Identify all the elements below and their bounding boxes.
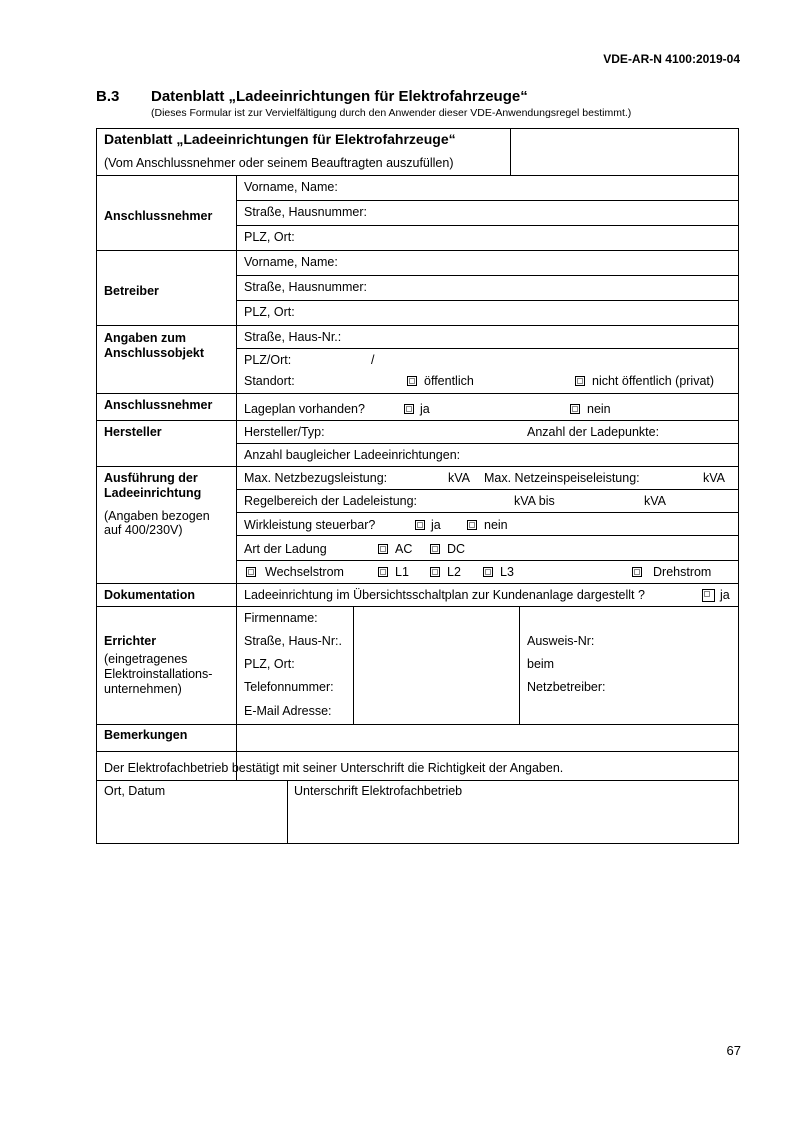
form-title: Datenblatt „Ladeeinrichtungen für Elektrofahrzeuge“ <box>104 131 456 147</box>
lageplan-question: Lageplan vorhanden? <box>244 402 365 416</box>
standort-label: Standort: <box>244 374 295 388</box>
row-divider <box>96 780 739 781</box>
errichter-zip-field[interactable]: PLZ, Ort: <box>244 657 295 671</box>
netzbezug-field[interactable]: Max. Netzbezugsleistung: <box>244 471 388 485</box>
column-divider <box>236 175 237 780</box>
wechselstrom-label: Wechselstrom <box>265 565 344 579</box>
row-divider <box>236 512 739 513</box>
ort-datum-field[interactable]: Ort, Datum <box>104 784 166 798</box>
column-divider <box>287 780 288 843</box>
ausfuehrung-label-line2: Ladeeinrichtung <box>104 486 202 500</box>
errichter-label: Errichter <box>104 634 157 648</box>
confirmation-statement: Der Elektrofachbetrieb bestätigt mit seiner Unterschrift die Richtigkeit der Angaben. <box>104 761 564 775</box>
row-divider <box>96 393 739 394</box>
section-subtitle: (Dieses Formular ist zur Vervielfältigung durch den Anwender dieser VDE-Anwendungsregel bestimmt.) <box>151 107 632 119</box>
lageplan-ja-label: ja <box>420 402 430 416</box>
nicht-oeffentlich-label: nicht öffentlich (privat) <box>592 374 715 388</box>
errichter-note-line1: (eingetragenes <box>104 652 188 666</box>
row-divider <box>96 250 739 251</box>
regelbereich-field[interactable]: Regelbereich der Ladeleistung: <box>244 494 418 508</box>
l3-label: L3 <box>500 565 514 579</box>
anschlussnehmer-street-field[interactable]: Straße, Hausnummer: <box>244 205 367 219</box>
row-divider <box>236 225 739 226</box>
netzbetreiber-label: Netzbetreiber: <box>527 680 606 694</box>
l2-label: L2 <box>447 565 461 579</box>
bemerkungen-label: Bemerkungen <box>104 728 188 742</box>
row-divider <box>236 300 739 301</box>
email-field[interactable]: E-Mail Adresse: <box>244 704 332 718</box>
oeffentlich-label: öffentlich <box>424 374 474 388</box>
row-divider <box>236 348 739 349</box>
einspeise-unit: kVA <box>703 471 725 485</box>
anschlussobjekt-label-line1: Angaben zum <box>104 331 186 345</box>
row-divider <box>236 489 739 490</box>
betreiber-street-field[interactable]: Straße, Hausnummer: <box>244 280 367 294</box>
section-title: Datenblatt „Ladeeinrichtungen für Elektrofahrzeuge“ <box>151 88 528 105</box>
row-divider <box>96 583 739 584</box>
dokumentation-question: Ladeeinrichtung im Übersichtsschaltplan zur Kundenanlage dargestellt ? <box>244 588 645 602</box>
telefon-field[interactable]: Telefonnummer: <box>244 680 334 694</box>
nicht-oeffentlich-checkbox[interactable] <box>575 376 585 386</box>
datasheet-form <box>96 128 739 844</box>
anschlussnehmer-label: Anschlussnehmer <box>104 209 213 223</box>
errichter-note-line3: unternehmen) <box>104 682 182 696</box>
wirkleistung-nein-checkbox[interactable] <box>467 520 477 530</box>
dokumentation-ja-label: ja <box>720 588 730 602</box>
l1-checkbox[interactable] <box>378 567 388 577</box>
regelbereich-unit: kVA <box>644 494 666 508</box>
netzbezug-unit: kVA <box>448 471 470 485</box>
lageplan-section-label: Anschlussnehmer <box>104 398 213 412</box>
anschlussobjekt-zip-field[interactable]: PLZ/Ort: <box>244 353 292 367</box>
row-divider <box>96 606 739 607</box>
drehstrom-checkbox[interactable] <box>632 567 642 577</box>
ausfuehrung-label-line1: Ausführung der <box>104 471 198 485</box>
row-divider <box>96 420 739 421</box>
wechselstrom-checkbox[interactable] <box>246 567 256 577</box>
form-title-subtext: (Vom Anschlussnehmer oder seinem Beauftragten auszufüllen) <box>104 156 454 170</box>
ausweis-nr-field[interactable]: Ausweis-Nr: <box>527 634 595 648</box>
oeffentlich-checkbox[interactable] <box>407 376 417 386</box>
beim-label: beim <box>527 657 555 671</box>
wirkleistung-nein-label: nein <box>484 518 508 532</box>
dc-label: DC <box>447 542 466 556</box>
ac-checkbox[interactable] <box>378 544 388 554</box>
row-divider <box>96 724 739 725</box>
lageplan-ja-checkbox[interactable] <box>404 404 414 414</box>
l2-checkbox[interactable] <box>430 567 440 577</box>
dokumentation-label: Dokumentation <box>104 588 195 602</box>
zip-city-separator: / <box>371 353 375 367</box>
table-border-bottom <box>96 843 739 844</box>
l1-label: L1 <box>395 565 409 579</box>
betreiber-zip-field[interactable]: PLZ, Ort: <box>244 305 295 319</box>
wirkleistung-ja-checkbox[interactable] <box>415 520 425 530</box>
anschlussnehmer-zip-field[interactable]: PLZ, Ort: <box>244 230 295 244</box>
anschlussobjekt-label-line2: Anschlussobjekt <box>104 346 205 360</box>
row-divider <box>236 535 739 536</box>
row-divider <box>236 275 739 276</box>
regelbereich-bis: kVA bis <box>514 494 555 508</box>
drehstrom-label: Drehstrom <box>653 565 712 579</box>
betreiber-name-field[interactable]: Vorname, Name: <box>244 255 338 269</box>
column-divider <box>519 606 520 724</box>
lageplan-nein-label: nein <box>587 402 611 416</box>
art-der-ladung-label: Art der Ladung <box>244 542 327 556</box>
row-divider <box>236 443 739 444</box>
signature-field[interactable]: Unterschrift Elektrofachbetrieb <box>294 784 463 798</box>
row-divider <box>96 751 739 752</box>
ausfuehrung-note-line1: (Angaben bezogen <box>104 509 210 523</box>
hersteller-typ-field[interactable]: Hersteller/Typ: <box>244 425 325 439</box>
betreiber-label: Betreiber <box>104 284 159 298</box>
baugleich-field[interactable]: Anzahl baugleicher Ladeeinrichtungen: <box>244 448 461 462</box>
row-divider <box>236 200 739 201</box>
errichter-street-field[interactable]: Straße, Haus-Nr:. <box>244 634 342 648</box>
dokumentation-ja-checkbox[interactable] <box>702 589 715 602</box>
ausfuehrung-note-line2: auf 400/230V) <box>104 523 183 537</box>
row-divider <box>96 325 739 326</box>
row-divider <box>96 175 739 176</box>
wirkleistung-ja-label: ja <box>431 518 441 532</box>
anschlussnehmer-name-field[interactable]: Vorname, Name: <box>244 180 338 194</box>
row-divider <box>236 560 739 561</box>
ac-label: AC <box>395 542 413 556</box>
dc-checkbox[interactable] <box>430 544 440 554</box>
column-divider <box>510 128 511 175</box>
hersteller-label: Hersteller <box>104 425 162 439</box>
anschlussobjekt-street-field[interactable]: Straße, Haus-Nr.: <box>244 330 342 344</box>
table-border-top <box>96 128 739 129</box>
einspeise-field[interactable]: Max. Netzeinspeiseleistung: <box>484 471 640 485</box>
document-reference: VDE-AR-N 4100:2019-04 <box>603 52 740 66</box>
lageplan-nein-checkbox[interactable] <box>570 404 580 414</box>
table-border-left <box>96 128 97 844</box>
page-number: 67 <box>726 1043 741 1058</box>
firmenname-field[interactable]: Firmenname: <box>244 611 318 625</box>
row-divider <box>96 466 739 467</box>
section-number: B.3 <box>96 88 120 105</box>
l3-checkbox[interactable] <box>483 567 493 577</box>
wirkleistung-question: Wirkleistung steuerbar? <box>244 518 376 532</box>
table-border-right <box>738 128 739 844</box>
ladepunkte-field[interactable]: Anzahl der Ladepunkte: <box>527 425 660 439</box>
errichter-note-line2: Elektroinstallations- <box>104 667 213 681</box>
column-divider <box>353 606 354 724</box>
